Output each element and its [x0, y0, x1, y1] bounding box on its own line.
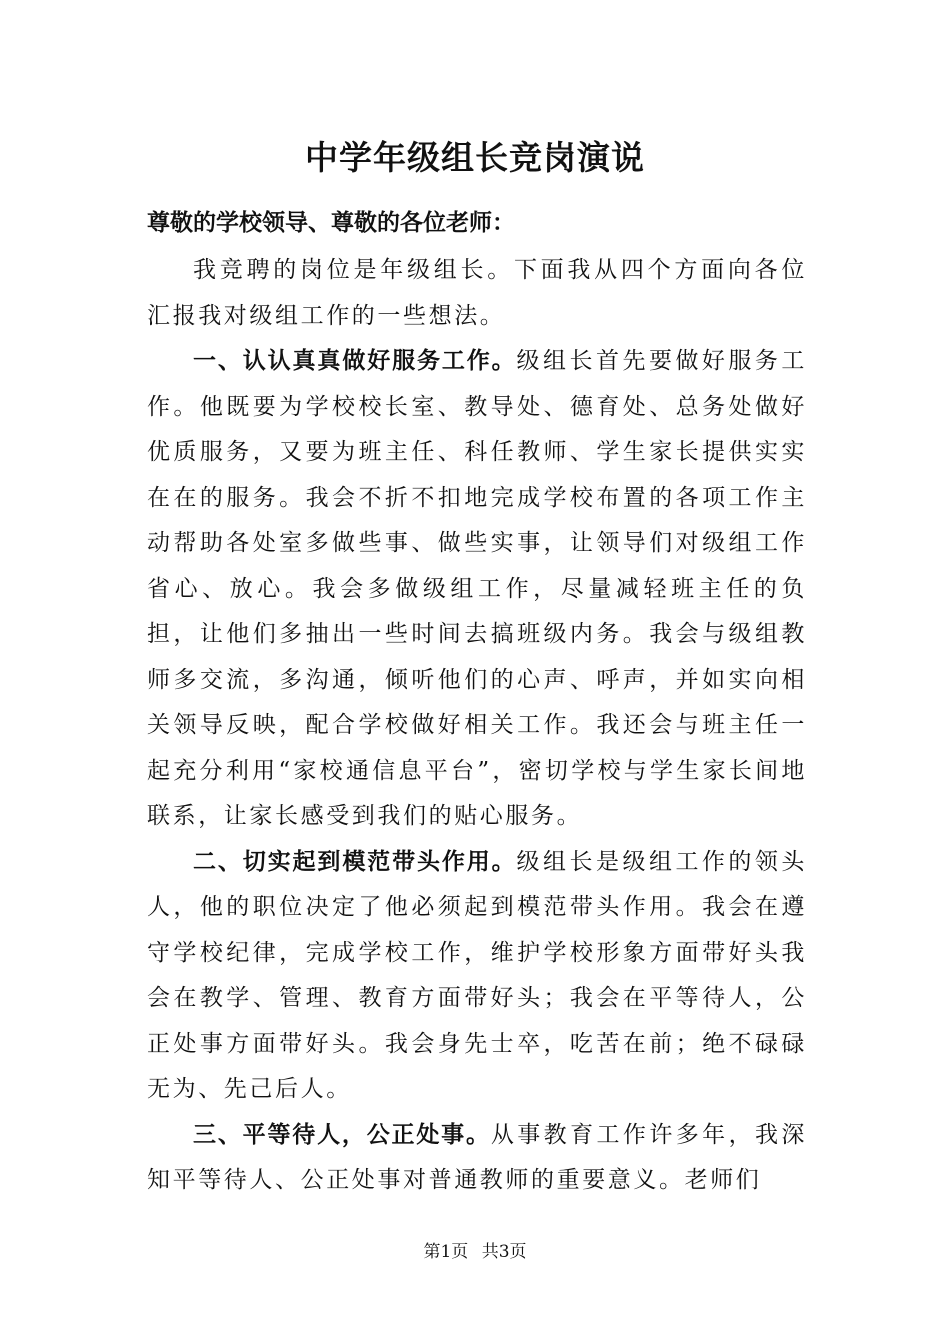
page-number: 第1页 — [423, 1242, 469, 1262]
document-body — [147, 248, 807, 1204]
paragraph-text: 我竞聘的岗位是年级组长。下面我从四个方面向各位汇报我对级组工作的一些想法。 — [147, 257, 807, 329]
page-total: 共3页 — [481, 1242, 527, 1262]
section-heading: 三、平等待人，公正处事。 — [193, 1121, 491, 1148]
paragraph-text: 级组长是级组工作的领头人，他的职位决定了他必须起到模范带头作用。我会在遵守学校纪律，完成学校工作，维护学校形象方面带好头我会在教学、管理、教育方面带好头；我会在平等待人，公正处事方面带好头。我会身先士卒，吃苦在前；绝不碌碌无为、先己后人。 — [147, 848, 807, 1102]
page-footer — [0, 1240, 950, 1264]
section-heading: 二、切实起到模范带头作用。 — [193, 848, 517, 875]
paragraph-section-3 — [147, 1113, 807, 1204]
document-title: 中学年级组长竞岗演说 — [305, 138, 645, 177]
paragraph-text: 从事教育工作许多年，我深知平等待人、公正处事对普通教师的重要意义。老师们 — [147, 1121, 808, 1193]
paragraph-text: 级组长首先要做好服务工作。他既要为学校校长室、教导处、德育处、总务处做好优质服务，又要为班主任、科任教师、学生家长提供实实在在的服务。我会不折不扣地完成学校布置的各项工作主动帮助各处室多做些事、做些实事，让领导们对级组工作省心、放心。我会多做级组工作，尽量减轻班主任的负担，让他们多抽出一些时间去搞班级内务。我会与级组教师多交流，多沟通，倾听他们的心声、呼声，并如实向相关领导反映，配合学校做好相关工作。我还会与班主任一起充分利用“家校通信息平台”，密切学校与学生家长间地联系，让家长感受到我们的贴心服务。 — [147, 348, 807, 829]
section-heading: 一、认认真真做好服务工作。 — [193, 348, 517, 374]
salutation: 尊敬的学校领导、尊敬的各位老师： — [147, 210, 515, 236]
paragraph-intro — [147, 248, 807, 339]
paragraph-section-2 — [147, 840, 807, 1113]
paragraph-section-1 — [147, 339, 807, 840]
